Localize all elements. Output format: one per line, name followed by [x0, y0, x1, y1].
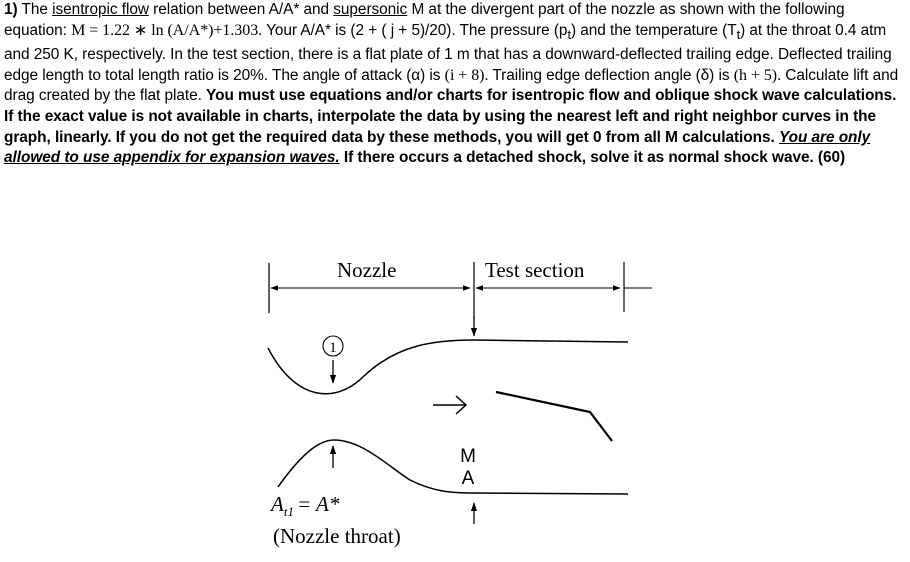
mach-label-a: A	[461, 468, 475, 489]
conditions-pre: The pressure (p	[459, 21, 568, 39]
text-s1-pre: The	[21, 1, 48, 18]
attack-angle-pre: The angle of attack (α) is	[272, 66, 441, 84]
problem-number: 1)	[4, 1, 18, 18]
subscript-pt: t	[567, 26, 571, 42]
flat-plate	[496, 392, 612, 441]
test-section-label: Test section	[485, 258, 585, 282]
text-s1-mid: relation between A/A* and	[153, 1, 330, 18]
throat-area-label: $A_{t1} = A*$	[271, 492, 340, 519]
detached-shock-note: If there occurs a detached shock, solve it as normal shock wave. (60)	[343, 149, 846, 167]
throat-caption: (Nozzle throat)	[273, 524, 401, 548]
nozzle-equation: M = 1.22 ∗ ln (A/A*)+1.303.	[71, 21, 263, 39]
lift-drag-instruction: Calculate lift and drag created by the flat plate.	[4, 66, 899, 105]
station-number: 1	[329, 340, 337, 356]
link-supersonic[interactable]: supersonic	[333, 1, 408, 18]
nozzle-label: Nozzle	[337, 258, 397, 282]
area-ratio-text: Your A/A* is (2 + ( j + 5)/20).	[266, 21, 456, 39]
flow-direction-arrow	[433, 396, 466, 414]
upper-nozzle-wall	[268, 340, 628, 394]
lower-nozzle-wall	[278, 440, 628, 494]
conditions-post: ) at the throat 0.4 atm and 250 K, respectively. In the test section, there is a flat plate of 1 m that has a downward-deflected trailing edge. Deflected trailing edge length to total length ratio is 20%.	[4, 21, 892, 84]
link-isentropic-flow[interactable]: isentropic flow	[52, 1, 149, 18]
deflection-angle-value: (h + 5).	[733, 66, 782, 84]
attack-angle-value: (i + 8).	[444, 66, 489, 84]
mach-label-m: M	[460, 446, 476, 467]
deflection-angle-pre: Trailing edge deflection angle (δ) is	[492, 66, 730, 84]
subscript-tt: t	[736, 26, 741, 42]
conditions-mid: ) and the temperature (T	[570, 21, 737, 39]
expansion-waves-note: You are only allowed to use appendix for expansion waves.	[4, 128, 871, 167]
bold-instructions: You must use equations and/or charts for isentropic flow and oblique shock wave calculations. If the exact value is not available in charts, interpolate the data by using the nearest left and right neighbor curves in the graph, linearly. If you do not get the required data by these methods, you will get 0 from all M calculations.	[4, 87, 897, 146]
text-s1-post: M at the divergent part of the nozzle as shown with the following equation:	[4, 1, 845, 39]
